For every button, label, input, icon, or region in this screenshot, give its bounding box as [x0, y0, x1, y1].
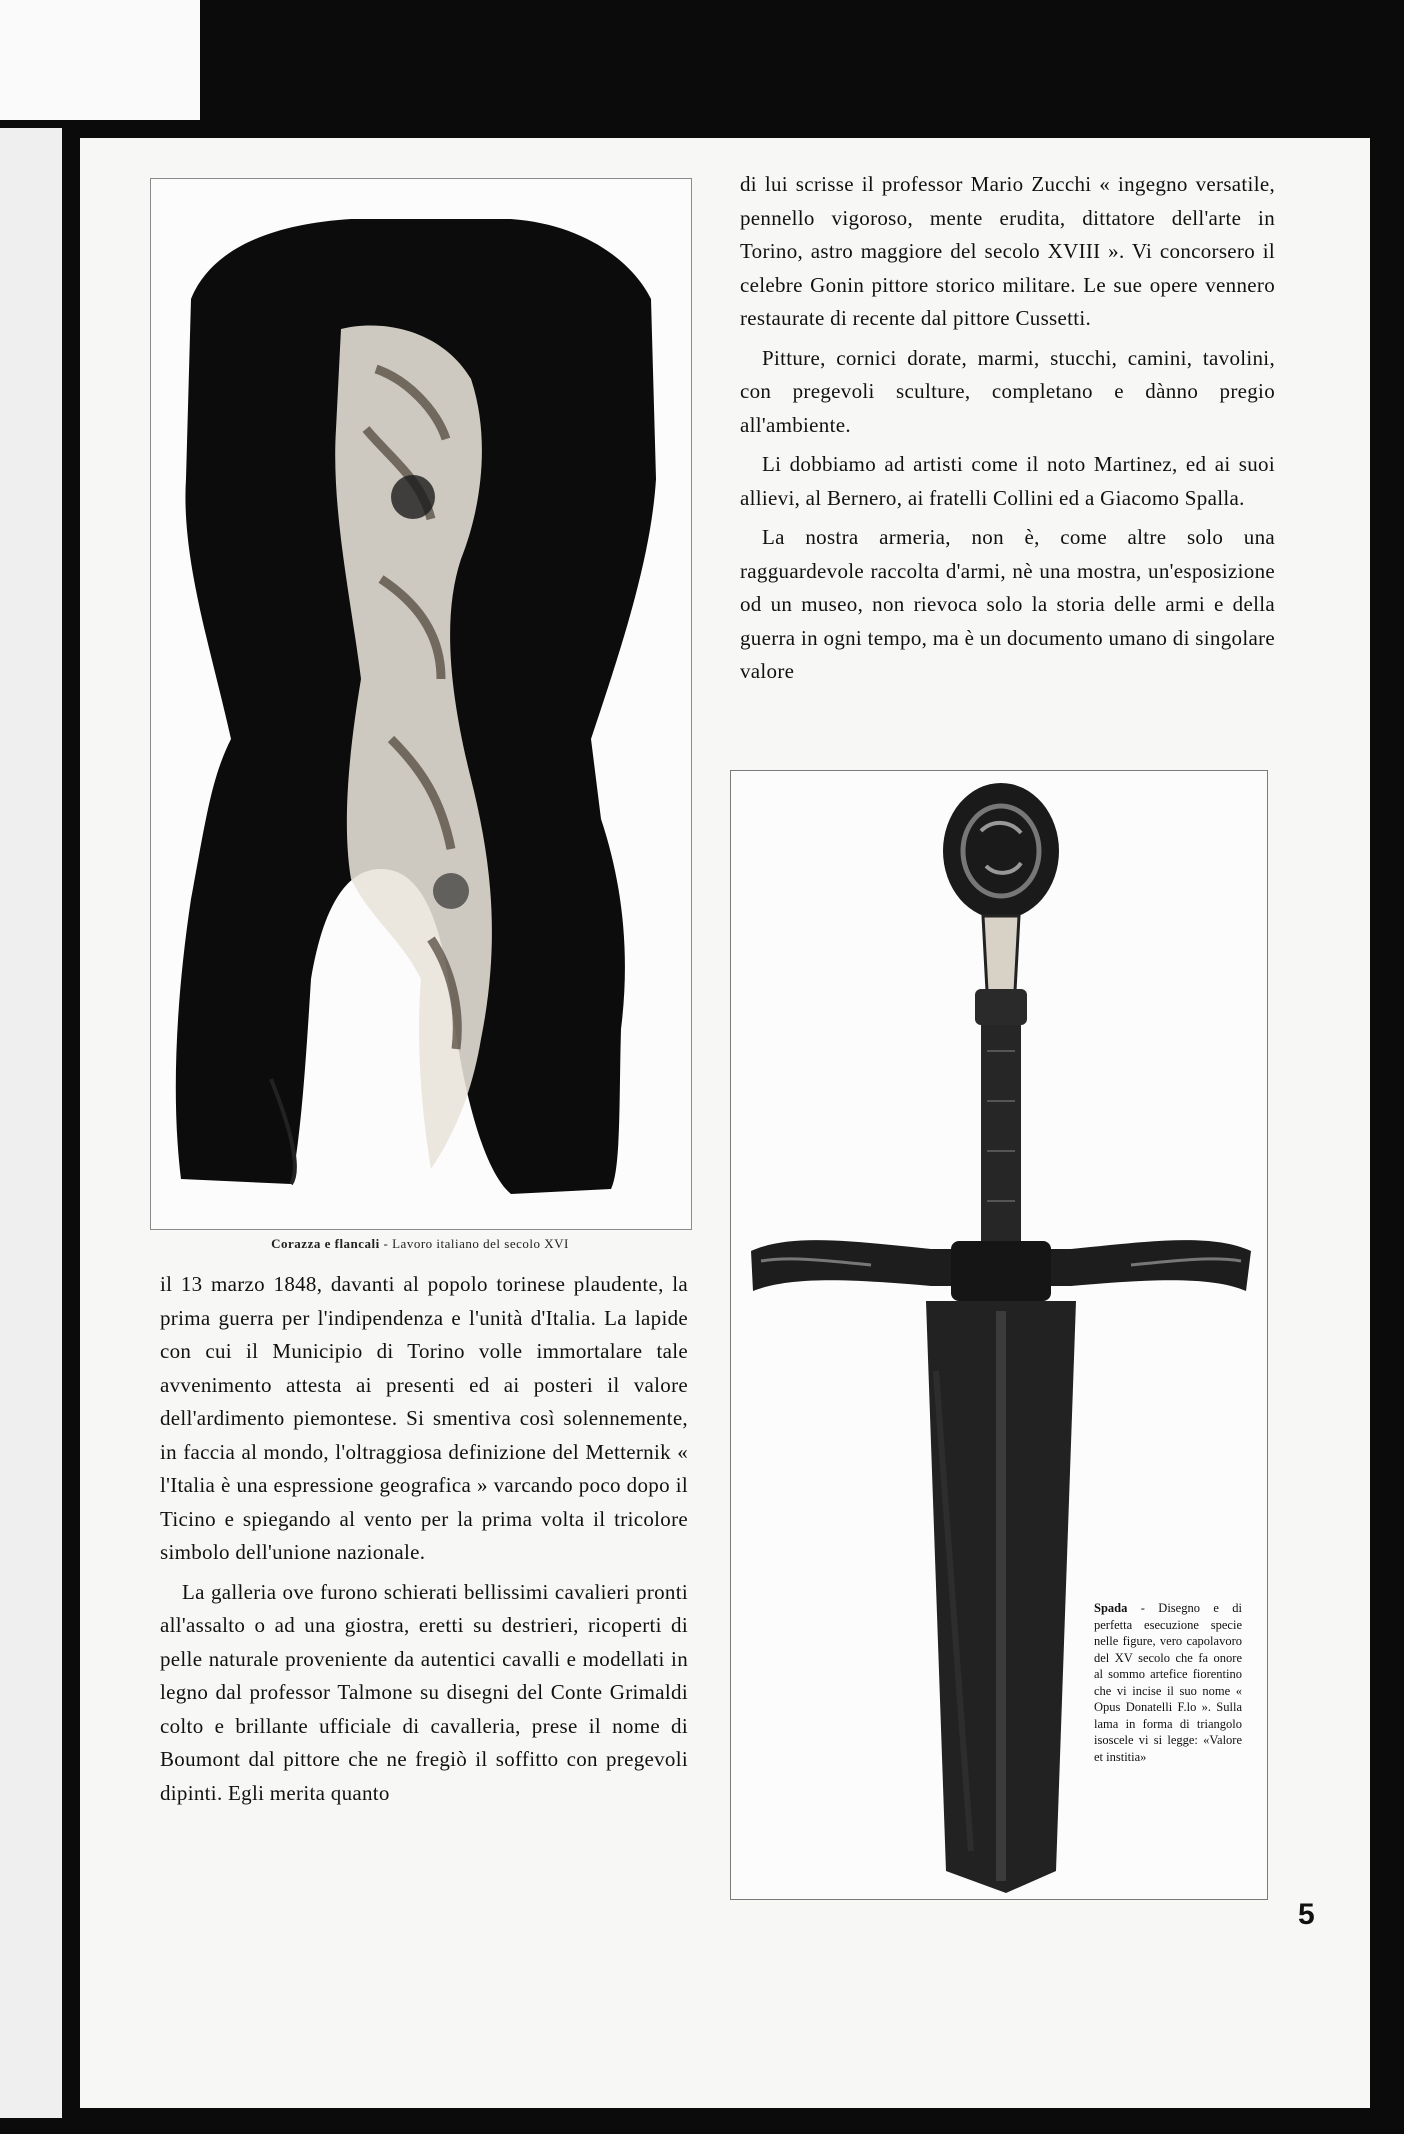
armor-caption-title: Corazza e flancali	[271, 1236, 380, 1251]
sword-caption	[1094, 1600, 1242, 1765]
right-paragraph-3: Li dobbiamo ad artisti come il noto Martinez, ed ai suoi allievi, al Bernero, ai fratelli Collini ed a Giacomo Spalla.	[740, 452, 1275, 510]
scan-margin-top	[0, 0, 200, 120]
page-number: 5	[1298, 1898, 1315, 1931]
right-paragraph-1: di lui scrisse il professor Mario Zucchi « ingegno versatile, pennello vigoroso, mente erudita, dittatore dell'arte in Torino, astro maggiore del secolo XVIII ». Vi concorsero il celebre Gonin pittore storico militare. Le sue opere vennero restaurate di recente dal pittore Cussetti.	[740, 172, 1275, 330]
sword-grip	[981, 1025, 1021, 1245]
armor-caption	[150, 1236, 690, 1252]
left-paragraph-1: il 13 marzo 1848, davanti al popolo torinese plaudente, la prima guerra per l'indipendenza e l'unità d'Italia. La lapide con cui il Municipio di Torino volle immortalare tale avvenimento attesta ai presenti ed ai posteri il valore dell'ardimento piemontese. Si smentiva così solennemente, in faccia al mondo, l'oltraggiosa definizione del Metternik « l'Italia è una espressione geografica » varcando poco dopo il Ticino e spiegando al vento per la prima volta il tricolore simbolo dell'unione nazionale.	[160, 1272, 688, 1564]
right-text-column	[740, 168, 1275, 695]
right-paragraph-2: Pitture, cornici dorate, marmi, stucchi, camini, tavolini, con pregevoli sculture, completano e dànno pregio all'ambiente.	[740, 345, 1275, 437]
scan-margin-left	[0, 128, 62, 2118]
sword-pommel-icon	[943, 783, 1059, 919]
magazine-page	[80, 138, 1370, 2108]
armor-photo	[150, 178, 692, 1230]
armor-caption-text: - Lavoro italiano del secolo XVI	[379, 1236, 569, 1251]
left-paragraph-2: La galleria ove furono schierati bellissimi cavalieri pronti all'assalto o ad una giostra, eretti su destrieri, ricoperti di pelle naturale proveniente da autentici cavalli e modellati in legno dal professor Talmone su disegni del Conte Grimaldi colto e brillante ufficiale di cavalleria, prese il nome di Boumont dal pittore che ne fregiò il soffitto con pregevoli dipinti. Egli merita quanto	[160, 1579, 688, 1805]
armor-illustration	[151, 179, 691, 1229]
left-text-column	[160, 1268, 688, 1816]
sword-caption-text: - Disegno e di perfetta esecuzione specie nelle figure, vero capolavoro del XV secolo che fa onore al sommo artefice fiorentino che vi incise il suo nome « Opus Donatelli F.lo ». Sulla lama in forma di triangolo isoscele vi si legge: «Valore et institia»	[1094, 1601, 1242, 1764]
sword-caption-title: Spada	[1094, 1601, 1128, 1615]
right-paragraph-4: La nostra armeria, non è, come altre solo una ragguardevole raccolta d'armi, nè una mostra, un'esposizione od un museo, non rievoca solo la storia delle armi e della guerra in ogni tempo, ma è un documento umano di singolare valore	[740, 525, 1275, 683]
